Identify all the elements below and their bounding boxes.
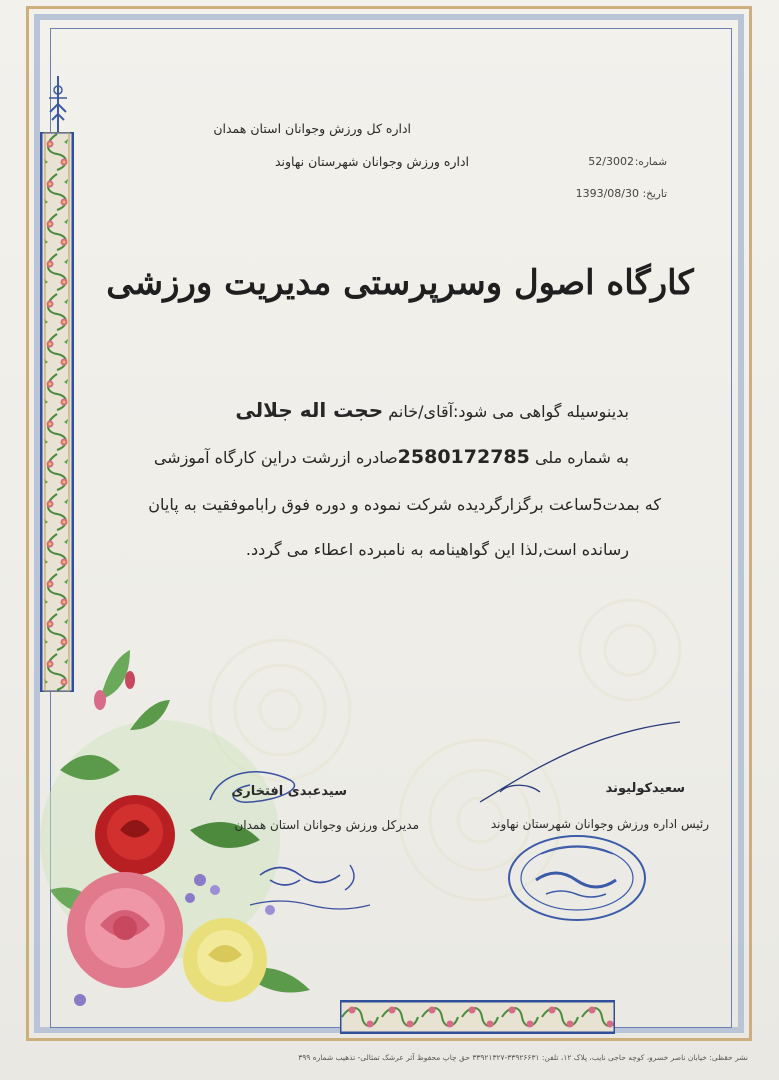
body-line-2 xyxy=(154,446,629,468)
body-line-3: که بمدت5ساعت برگزارگردیده شرکت نموده و دوره فوق راباموفقیت به پایان xyxy=(148,495,661,514)
bottom-floral-border xyxy=(340,1000,615,1034)
right-signature-scribble xyxy=(470,712,690,812)
national-id: 2580172785 xyxy=(397,446,530,468)
letter-number-label: شماره: xyxy=(634,156,667,168)
handwritten-note xyxy=(240,855,380,921)
body-line-2-prefix: به شماره ملی xyxy=(534,448,629,467)
rose-bouquet-illustration xyxy=(40,640,340,1040)
certificate-title: کارگاه اصول وسرپرستی مدیریت ورزشی xyxy=(106,263,694,303)
recipient-name: حجت اله جلالی xyxy=(235,398,384,422)
body-line-1 xyxy=(235,398,629,422)
left-signatory-name: سیدعبدی افتخاری xyxy=(231,784,347,799)
letter-date-label: تاریخ: xyxy=(642,188,667,200)
body-line-4: رسانده است,لذا این گواهینامه به نامبرده اعطاء می گردد. xyxy=(245,540,629,559)
left-floral-border xyxy=(40,132,74,692)
ornament-finial-icon xyxy=(47,76,69,132)
left-signatory-title: مدیرکل ورزش وجوانان استان همدان xyxy=(234,818,419,832)
right-signatory-title: رئیس اداره ورزش وجوانان شهرستان نهاوند xyxy=(490,817,709,831)
printer-footer: نشر حقظی: خیابان ناصر خسرو، کوچه حاجی نایب، پلاک ۱۲، تلفن: ۳۳۹۲۶۶۳۱-۳۳۹۲۱۳۲۷ حق چاپ محفوظ آثر عرشک تمثالی- تذهیب شماره ۳۹۹ xyxy=(298,1053,748,1062)
body-line-1-prefix: بدینوسیله گواهی می شود:آقای/خانم xyxy=(388,402,629,421)
letter-number-value: 52/3002 xyxy=(588,155,634,168)
body-line-2-suffix: صادره ازرشت دراین کارگاه آموزشی xyxy=(153,448,398,467)
issuer-line-city: اداره ورزش وجوانان شهرستان نهاوند xyxy=(274,154,469,169)
official-stamp xyxy=(506,832,648,924)
right-signatory-name: سعیدکولیوند xyxy=(605,781,685,796)
letter-date-value: 1393/08/30 xyxy=(575,187,639,200)
issuer-line-province: اداره کل ورزش وجوانان استان همدان xyxy=(213,121,411,136)
